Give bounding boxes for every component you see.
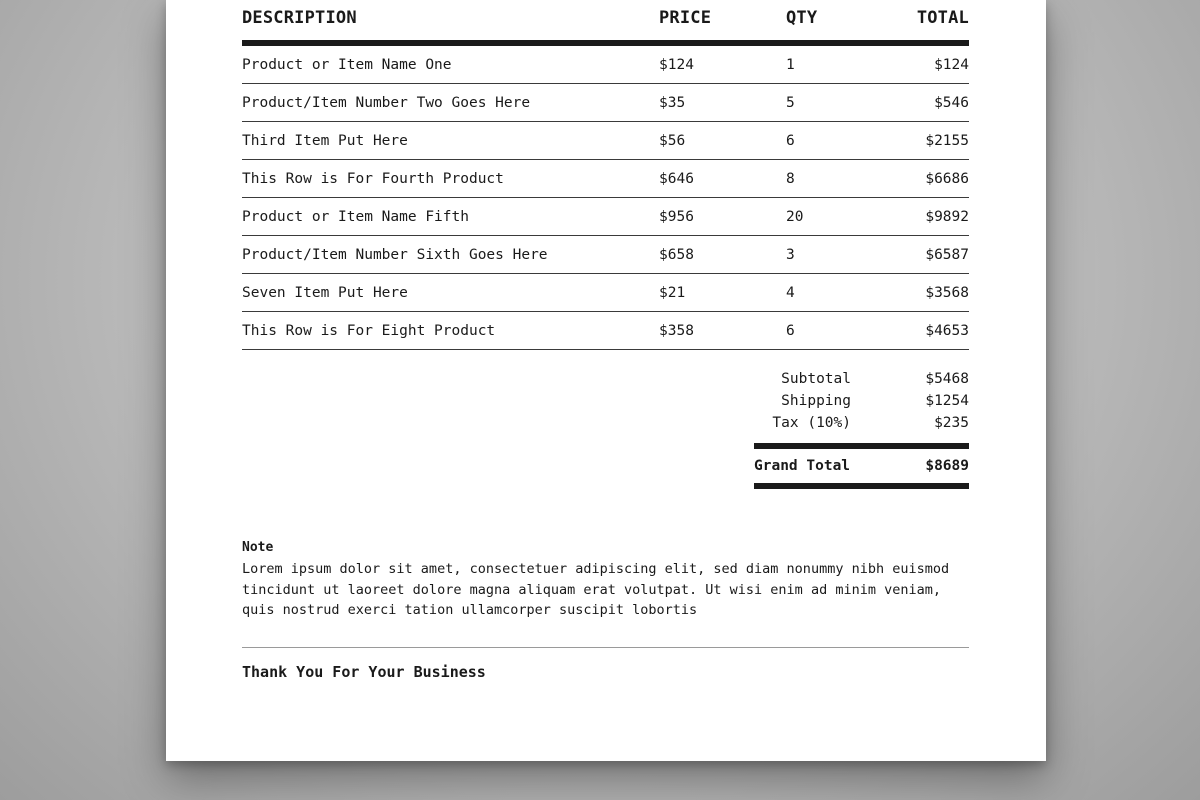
note-title: Note — [242, 540, 274, 555]
row-price: $35 — [659, 94, 686, 111]
header-qty: QTY — [786, 8, 818, 28]
table-row — [242, 84, 969, 122]
table-row — [242, 274, 969, 312]
tax-value: $235 — [934, 415, 969, 431]
table-row — [242, 122, 969, 160]
row-description: This Row is For Fourth Product — [242, 170, 504, 187]
row-qty: 4 — [786, 284, 795, 301]
row-qty: 1 — [786, 56, 795, 73]
row-total: $124 — [934, 56, 969, 73]
shipping-value: $1254 — [925, 393, 969, 409]
row-description: Product or Item Name Fifth — [242, 208, 469, 225]
table-row — [242, 236, 969, 274]
table-row — [242, 312, 969, 350]
note-section — [242, 540, 969, 621]
row-description: Product/Item Number Two Goes Here — [242, 94, 531, 111]
row-qty: 6 — [786, 132, 795, 149]
row-total: $3568 — [925, 284, 969, 301]
row-price: $56 — [659, 132, 686, 149]
row-total: $2155 — [925, 132, 969, 149]
header-total: TOTAL — [916, 8, 969, 28]
row-price: $956 — [659, 208, 694, 225]
row-description: Product or Item Name One — [242, 56, 452, 73]
row-price: $124 — [659, 56, 694, 73]
row-price: $646 — [659, 170, 694, 187]
invoice-content — [242, 0, 969, 681]
row-price: $658 — [659, 246, 694, 263]
tax-row — [754, 412, 969, 434]
row-total: $6587 — [925, 246, 969, 263]
row-price: $358 — [659, 322, 694, 339]
row-total: $6686 — [925, 170, 969, 187]
shipping-label: Shipping — [781, 393, 851, 409]
row-total: $546 — [934, 94, 969, 111]
tax-label: Tax (10%) — [772, 415, 851, 431]
subtotal-label: Subtotal — [781, 371, 851, 387]
row-price: $21 — [659, 284, 686, 301]
row-total: $4653 — [925, 322, 969, 339]
row-qty: 8 — [786, 170, 795, 187]
row-description: Seven Item Put Here — [242, 284, 408, 301]
table-header — [242, 0, 969, 28]
table-row — [242, 160, 969, 198]
header-price: PRICE — [659, 8, 712, 28]
totals-block — [754, 368, 969, 489]
table-row — [242, 198, 969, 236]
invoice-sheet — [166, 0, 1046, 761]
footer-divider — [242, 647, 969, 648]
header-description: DESCRIPTION — [242, 8, 357, 28]
row-qty: 3 — [786, 246, 795, 263]
row-description: Product/Item Number Sixth Goes Here — [242, 246, 548, 263]
table-row — [242, 46, 969, 84]
grand-total-label: Grand Total — [754, 458, 851, 474]
row-qty: 5 — [786, 94, 795, 111]
grand-total-value: $8689 — [925, 458, 969, 474]
grand-total-row — [754, 449, 969, 483]
row-qty: 6 — [786, 322, 795, 339]
thank-you-message: Thank You For Your Business — [242, 663, 486, 681]
note-body: Lorem ipsum dolor sit amet, consectetuer adipiscing elit, sed diam nonummy nibh euismod tincidunt ut laoreet dolore magna aliquam erat volutpat. Ut wisi enim ad minim veniam, quis nostrud exerci tation ullamcorper suscipit lobortis — [242, 561, 950, 618]
row-description: This Row is For Eight Product — [242, 322, 496, 339]
subtotal-row — [754, 368, 969, 390]
grand-total-bottom-rule — [754, 483, 969, 489]
row-qty: 20 — [786, 208, 804, 225]
subtotal-value: $5468 — [925, 371, 969, 387]
shipping-row — [754, 390, 969, 412]
row-description: Third Item Put Here — [242, 132, 408, 149]
table-body — [242, 46, 969, 350]
row-total: $9892 — [925, 208, 969, 225]
